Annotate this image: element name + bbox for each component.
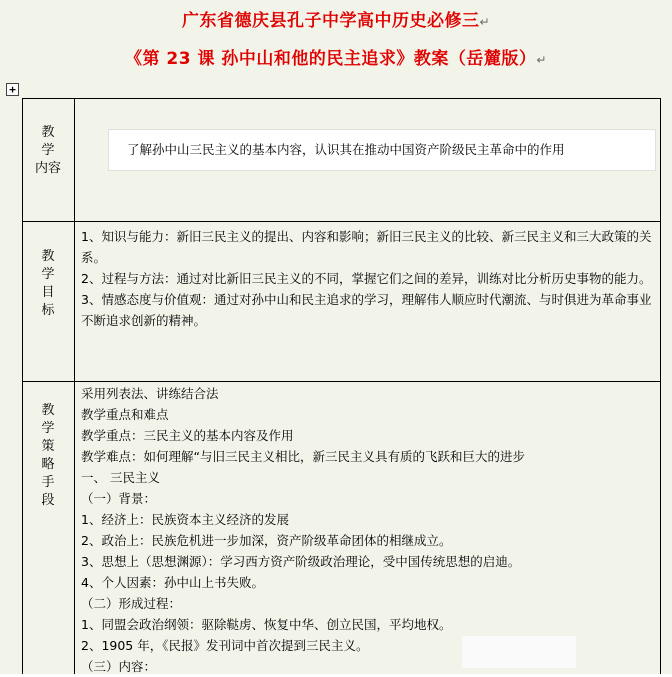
row-label-content	[22, 124, 74, 178]
strategy-text	[81, 383, 661, 677]
strategy-line: （一）背景：	[81, 491, 157, 506]
row-label-goals	[22, 248, 74, 320]
label-char: 略	[41, 457, 55, 472]
label-char: 学	[41, 421, 55, 436]
document-title-line2: 《第 23 课 孙中山和他的民主追求》教案（岳麓版）↵	[125, 49, 547, 69]
label-char: 学	[41, 143, 55, 158]
label-char: 内容	[34, 161, 61, 176]
goals-text	[81, 226, 661, 331]
strategy-line: 一、 三民主义	[81, 470, 160, 485]
strategy-line: （三）内容：	[81, 659, 157, 674]
table-row-divider	[22, 381, 660, 382]
strategy-line: 采用列表法、讲练结合法	[81, 386, 219, 401]
table-row-divider	[22, 221, 660, 222]
goal-item: 1、知识与能力：新旧三民主义的提出、内容和影响；新旧三民主义的比较、新三民主义和三大政策的关系。	[81, 229, 652, 265]
strategy-line: 教学重点：三民主义的基本内容及作用	[81, 428, 294, 443]
label-char: 手	[41, 475, 55, 490]
strategy-line: 3、思想上（思想渊源）：学习西方资产阶级政治理论，受中国传统思想的启迪。	[81, 554, 521, 569]
row-label-strategy	[22, 402, 74, 510]
table-move-handle-icon[interactable]: +	[6, 83, 19, 96]
table-border-top	[22, 98, 660, 99]
label-char: 段	[41, 493, 55, 508]
label-char: 目	[41, 285, 55, 300]
label-char: 教	[41, 125, 55, 140]
strategy-line: 4、个人因素：孙中山上书失败。	[81, 575, 264, 590]
strategy-line: 1、同盟会政治纲领：驱除鞑虏、恢复中华、创立民国，平均地权。	[81, 617, 452, 632]
table-border-left	[22, 98, 23, 674]
strategy-line: 2、政治上：民族危机进一步加深，资产阶级革命团体的相继成立。	[81, 533, 452, 548]
strategy-line: 教学难点：如何理解“与旧三民主义相比，新三民主义具有质的飞跃和巨大的进步	[81, 449, 525, 464]
label-char: 教	[41, 403, 55, 418]
document-title-line1: 广东省德庆县孔子中学高中历史必修三↵	[181, 11, 491, 31]
content-textbox[interactable]: 了解孙中山三民主义的基本内容，认识其在推动中国资产阶级民主革命中的作用	[108, 129, 656, 171]
table-column-divider	[74, 98, 75, 674]
label-char: 策	[41, 439, 55, 454]
label-char: 标	[41, 303, 55, 318]
strategy-line: （二）形成过程：	[81, 596, 182, 611]
watermark-logo	[462, 636, 576, 668]
strategy-line: 2、1905 年，《民报》发刊词中首次提到三民主义。	[81, 638, 369, 653]
strategy-line: 教学重点和难点	[81, 407, 169, 422]
goal-item: 2、过程与方法：通过对比新旧三民主义的不同，掌握它们之间的差异，训练对比分析历史事物的能力。	[81, 271, 652, 286]
label-char: 教	[41, 249, 55, 264]
goal-item: 3、情感态度与价值观：通过对孙中山和民主追求的学习，理解伟人顺应时代潮流、与时俱进为革命事业不断追求创新的精神。	[81, 292, 652, 328]
strategy-line: 1、经济上：民族资本主义经济的发展	[81, 512, 289, 527]
label-char: 学	[41, 267, 55, 282]
